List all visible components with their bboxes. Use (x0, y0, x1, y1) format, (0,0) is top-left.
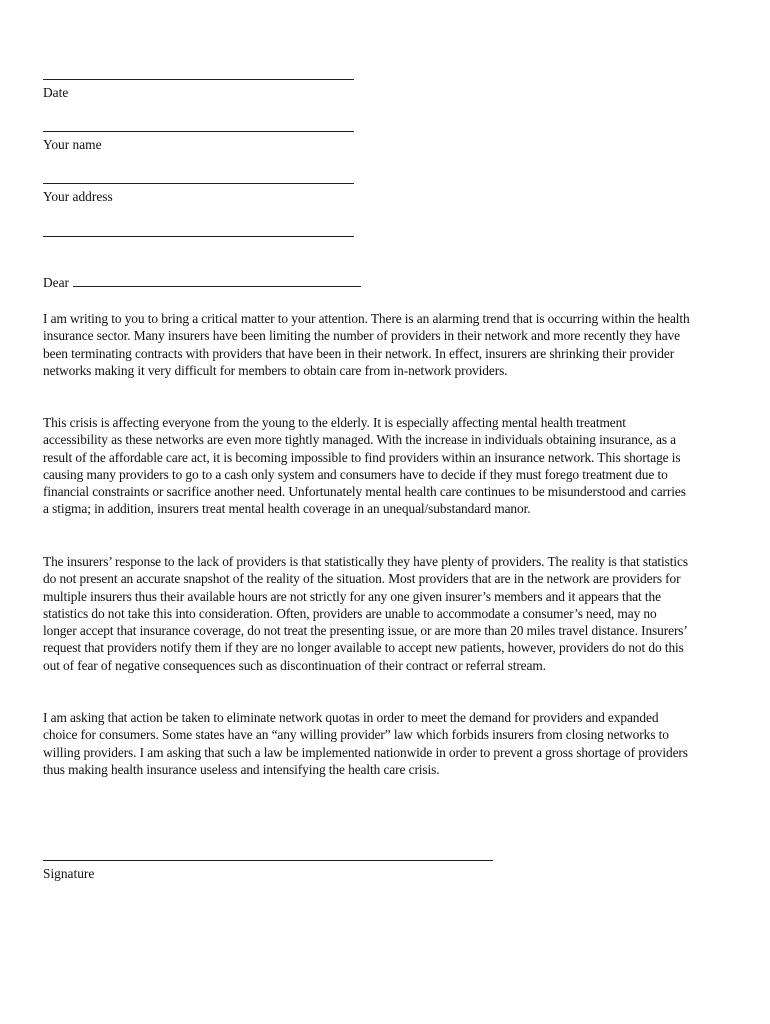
paragraph-1: I am writing to you to bring a critical matter to your attention. There is an alarming trend that is occurring within the health insurance sector. Many insurers have been limiting the number of providers in their network and more recently they have been terminating contracts with providers that have been in their network. In effect, insurers are shrinking their provider networks making it very difficult for members to obtain care from in-network providers. (43, 311, 690, 378)
paragraph-3: The insurers’ response to the lack of providers is that statistically they have plenty of providers. The reality is that statistics do not present an accurate snapshot of the reality of the situation. Most providers that are in the network are providers for multiple insurers thus their available hours are not strictly for any one given insurer’s members and it appears that the statistics do not take this into consideration. Often, providers are unable to accommodate a consumer’s need, may no longer accept that insurance coverage, do not treat the presenting issue, or are more than 20 miles travel distance. Insurers’ request that providers notify them if they are no longer available to accept new patients, however, providers do not do this out of fear of negative consequences such as discontinuation of their contract or referral stream. (43, 554, 688, 673)
signature-label: Signature (43, 866, 95, 881)
address-line[interactable] (43, 183, 354, 184)
address-label: Your address (43, 189, 113, 204)
address-line-2[interactable] (43, 236, 354, 237)
paragraph-4: I am asking that action be taken to eliminate network quotas in order to meet the demand for providers and expanded choice for consumers. Some states have an “any willing provider” law which forbids insurers from closing networks to willing providers. I am asking that such a law be implemented nationwide in order to prevent a gross shortage of providers thus making health insurance useless and intensifying the health care crisis. (43, 710, 688, 777)
date-label: Date (43, 85, 69, 100)
name-label: Your name (43, 137, 102, 152)
salutation (43, 274, 361, 291)
signature-line[interactable] (43, 860, 493, 861)
salutation-text: Dear (43, 275, 70, 290)
recipient-line[interactable] (73, 274, 361, 287)
date-line[interactable] (43, 79, 354, 80)
name-line[interactable] (43, 131, 354, 132)
paragraph-2: This crisis is affecting everyone from the young to the elderly. It is especially affecting mental health treatment accessibility as these networks are even more tightly managed. With the increase in individuals obtaining insurance, as a result of the affordable care act, it is becoming impossible to find providers within an insurance network. This shortage is causing many providers to go to a cash only system and consumers have to decide if they must forego treatment due to financial constraints or sacrifice another need. Unfortunately mental health care continues to be misunderstood and carries a stigma; in addition, insurers treat mental health coverage in an unequal/substandard manor. (43, 415, 686, 517)
